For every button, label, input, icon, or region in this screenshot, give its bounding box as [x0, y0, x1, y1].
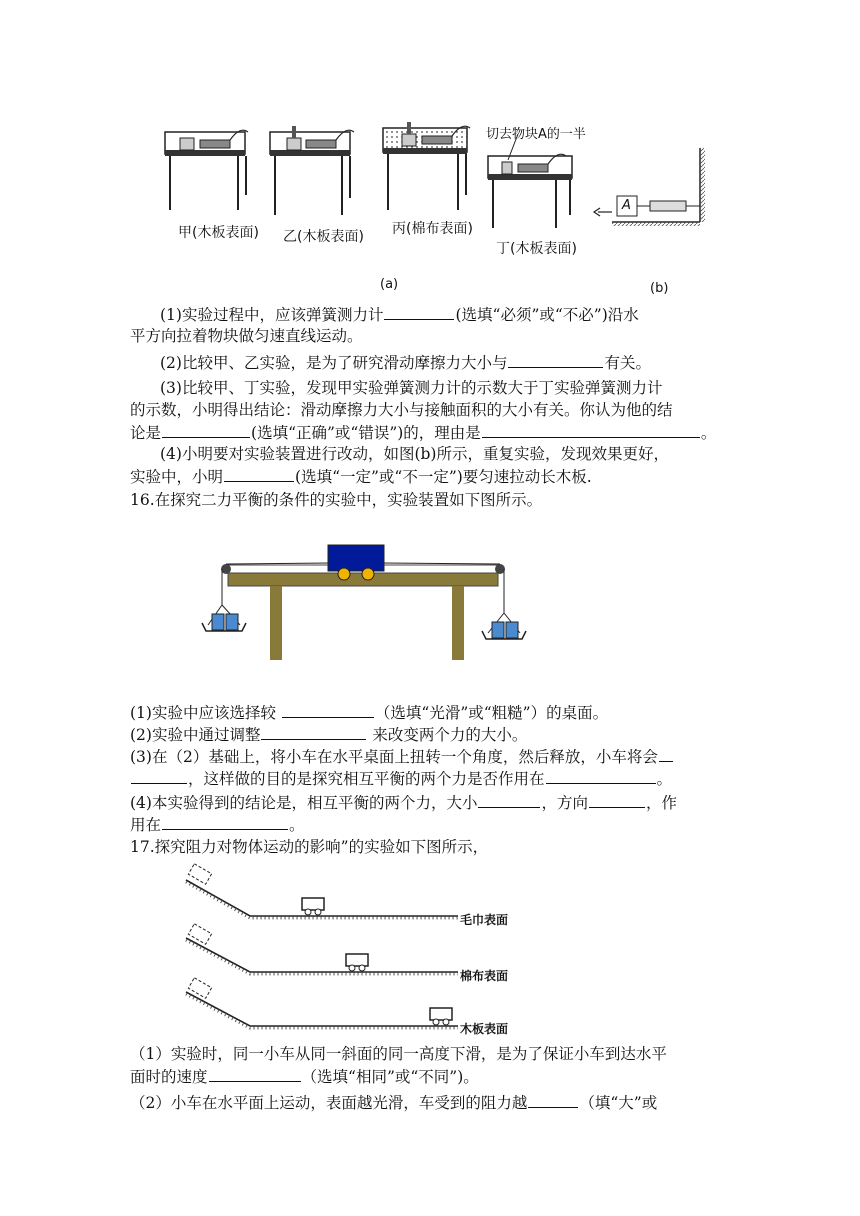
q17-title: 17.探究阻力对物体运动的影响”的实验如下图所示，: [130, 838, 489, 856]
ramp-towel: [186, 864, 458, 918]
friction-experiment-figure: [0, 0, 860, 300]
q15-line7: (4)小明要对实验装置进行改动，如图(b)所示，重复实验，发现效果更好，: [160, 445, 669, 463]
q17-line2: 面时的速度 （选填“相同”或“不同”)。: [130, 1065, 479, 1088]
ramp-wood: [186, 978, 458, 1028]
label-bing: 丙(棉布表面): [392, 221, 473, 237]
caption-a: (a): [380, 277, 399, 292]
q15-line5: 的示数，小明得出结论：滑动摩擦力大小与接触面积的大小有关。你认为他的结: [130, 401, 673, 419]
table-jia: [165, 130, 248, 210]
q16-line2: (2)实验中通过调整 来改变两个力的大小。: [130, 723, 527, 746]
label-ding: 丁(木板表面): [496, 241, 577, 257]
q16-line4: ，这样做的目的是探究相互平衡的两个力是否作用在 。: [130, 767, 672, 790]
q16-line5: (4)本实验得到的结论是，相互平衡的两个力，大小 ，方向 ，作: [130, 791, 677, 814]
table-ding: [488, 134, 572, 228]
label-yi: 乙(木板表面): [283, 229, 364, 245]
table-yi: [270, 126, 354, 215]
q16-line3: (3)在（2）基础上，将小车在水平桌面上扭转一个角度，然后释放，小车将会: [130, 745, 674, 768]
caption-b: (b): [650, 281, 669, 296]
q16-line1: (1)实验中应该选择较 （选填“光滑”或“粗糙”）的桌面。: [130, 701, 608, 724]
q15-line8: 实验中，小明 (选填“一定”或“不一定”)要匀速拉动长木板.: [130, 465, 592, 488]
label-jia: 甲(木板表面): [178, 225, 259, 241]
q15-line6: 论是 (选填“正确”或“错误”)的，理由是 。: [130, 421, 716, 444]
q16-line6: 用在 。: [130, 813, 305, 836]
surface-towel: 毛巾表面: [460, 913, 509, 927]
ramp-cotton: [186, 924, 458, 974]
resistance-experiment-figure: [0, 858, 860, 1038]
q15-line4: (3)比较甲、丁实验，发现甲实验弹簧测力计的示数大于丁实验弹簧测力计: [160, 379, 663, 397]
q16-title: 16.在探究二力平衡的条件的实验中，实验装置如下图所示。: [130, 491, 543, 509]
setup-b: [594, 148, 705, 226]
q17-line3: （2）小车在水平面上运动，表面越光滑，车受到的阻力越 （填“大”或: [130, 1091, 657, 1114]
q15-line1: (1)实验过程中，应该弹簧测力计 (选填“必须”或“不必”)沿水: [160, 303, 639, 326]
surface-wood: 木板表面: [460, 1022, 509, 1036]
surface-cotton: 棉布表面: [460, 969, 509, 983]
table-bing: [383, 122, 470, 210]
cut-note: 切去物块A的一半: [486, 127, 586, 142]
q15-line2: 平方向拉着物块做匀速直线运动。: [130, 327, 363, 345]
block-a-label: A: [622, 198, 631, 213]
q17-line1: （1）实验时，同一小车从同一斜面的同一高度下滑，是为了保证小车到达水平: [130, 1045, 667, 1063]
q15-line3: (2)比较甲、乙实验，是为了研究滑动摩擦力大小与 有关。: [160, 351, 651, 374]
balance-experiment-figure: [0, 535, 860, 695]
